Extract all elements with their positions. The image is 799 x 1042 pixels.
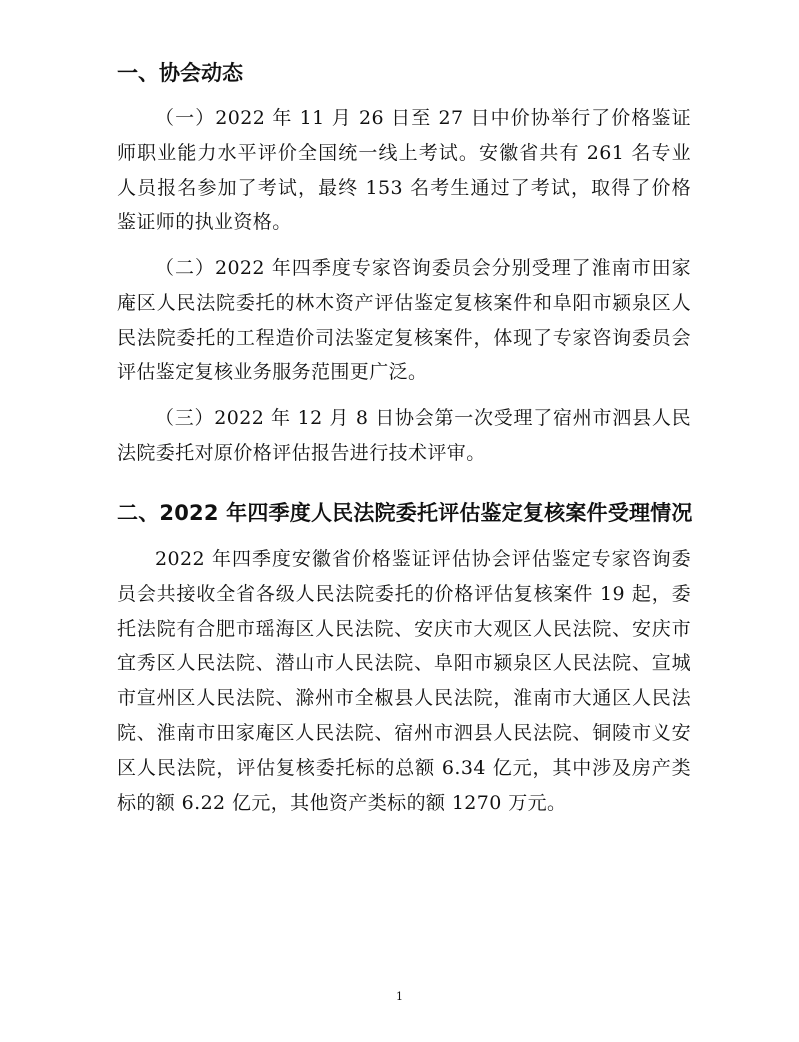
section-2-heading: 二、2022 年四季度人民法院委托评估鉴定复核案件受理情况 (117, 501, 693, 525)
section-1-heading: 一、协会动态 (117, 61, 243, 85)
page-number: 1 (396, 990, 403, 1003)
section-1-paragraph-1: （一）2022 年 11 月 26 日至 27 日中价协举行了价格鉴证师职业能力水平评价全国统一线上考试。安徽省共有 261 名专业人员报名参加了考试，最终 153 名考生通过了考试，取得了价格鉴证师的执业资格。 (117, 107, 691, 234)
section-2-paragraph-1: 2022 年四季度安徽省价格鉴证评估协会评估鉴定专家咨询委员会共接收全省各级人民法院委托的价格评估复核案件 19 起，委托法院有合肥市瑶海区人民法院、安庆市大观区人民法院、安庆市宜秀区人民法院、潜山市人民法院、阜阳市颍泉区人民法院、宣城市宣州区人民法院、滁州市全椒县人民法院，淮南市大通区人民法院、淮南市田家庵区人民法院、宿州市泗县人民法院、铜陵市义安区人民法院，评估复核委托标的总额 6.34 亿元，其中涉及房产类标的额 6.22 亿元，其他资产类标的额 1270 万元。 (117, 548, 691, 814)
section-1-paragraph-3: （三）2022 年 12 月 8 日协会第一次受理了宿州市泗县人民法院委托对原价格评估报告进行技术评审。 (117, 407, 691, 464)
section-1-paragraph-2: （二）2022 年四季度专家咨询委员会分别受理了淮南市田家庵区人民法院委托的林木资产评估鉴定复核案件和阜阳市颍泉区人民法院委托的工程造价司法鉴定复核案件，体现了专家咨询委员会评估鉴定复核业务服务范围更广泛。 (117, 257, 691, 384)
